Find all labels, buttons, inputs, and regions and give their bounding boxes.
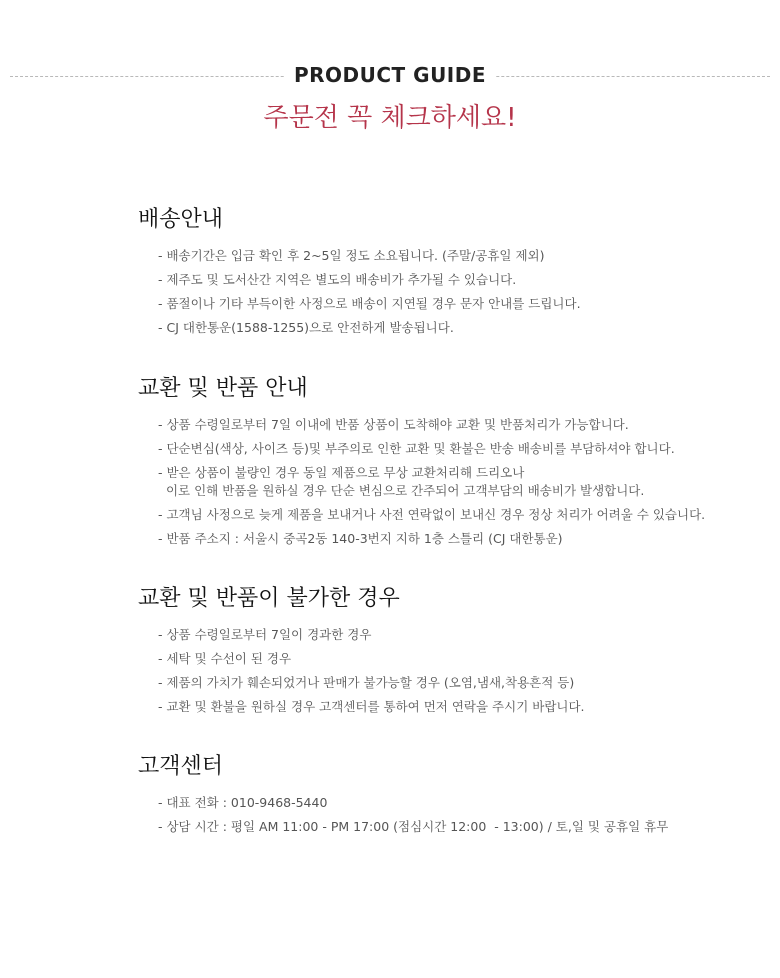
customer-center-list xyxy=(158,794,758,842)
list-item: - 반품 주소지 : 서울시 중곡2동 140-3번지 지하 1층 스틀리 (CJ 대한통운) xyxy=(158,531,563,546)
section-title: 배송안내 xyxy=(138,207,224,232)
section-title: 교환 및 반품이 불가한 경우 xyxy=(138,586,400,611)
customer-center-section xyxy=(138,752,758,834)
list-item: - 품절이나 기타 부득이한 사정으로 배송이 지연될 경우 문자 안내를 드립니다. xyxy=(158,296,581,311)
list-item: - 단순변심(색상, 사이즈 등)및 부주의로 인한 교환 및 환불은 반송 배송비를 부담하셔야 합니다. xyxy=(158,441,675,456)
section-title: 교환 및 반품 안내 xyxy=(138,376,308,401)
list-item: - 상담 시간 : 평일 AM 11:00 - PM 17:00 (점심시간 12:00 - 13:00) / 토,일 및 공휴일 휴무 xyxy=(158,819,669,834)
list-item: - 대표 전화 : 010-9468-5440 xyxy=(158,795,328,810)
list-item: - CJ 대한통운(1588-1255)으로 안전하게 발송됩니다. xyxy=(158,320,454,335)
shipping-section xyxy=(138,205,758,335)
list-item: - 상품 수령일로부터 7일이 경과한 경우 xyxy=(158,627,372,642)
list-item: - 교환 및 환불을 원하실 경우 고객센터를 통하여 먼저 연락을 주시기 바랍니다. xyxy=(158,699,585,714)
list-item: - 배송기간은 입금 확인 후 2~5일 정도 소요됩니다. (주말/공휴일 제외) xyxy=(158,248,545,263)
list-item: - 고객님 사정으로 늦게 제품을 보내거나 사전 연락없이 보내신 경우 정상 처리가 어려울 수 있습니다. xyxy=(158,507,706,522)
guide-subtitle: 주문전 꼭 체크하세요! xyxy=(263,103,517,133)
exchange-return-section xyxy=(138,374,758,546)
shipping-list xyxy=(158,247,758,343)
guide-title xyxy=(0,62,780,88)
list-item: - 제품의 가치가 훼손되었거나 판매가 불가능할 경우 (오염,냄새,착용흔적 등) xyxy=(158,675,575,690)
section-title: 고객센터 xyxy=(138,754,224,779)
list-item: - 상품 수령일로부터 7일 이내에 반품 상품이 도착해야 교환 및 반품처리가 가능합니다. xyxy=(158,417,629,432)
list-item: - 제주도 및 도서산간 지역은 별도의 배송비가 추가될 수 있습니다. xyxy=(158,272,517,287)
list-item: - 세탁 및 수선이 된 경우 xyxy=(158,651,292,666)
list-item: - 받은 상품이 불량인 경우 동일 제품으로 무상 교환처리해 드리오나 이로 인해 반품을 원하실 경우 단순 변심으로 간주되어 고객부담의 배송비가 발생합니다. xyxy=(158,465,645,498)
non-returnable-section xyxy=(138,584,758,714)
guide-title-text: PRODUCT GUIDE xyxy=(284,62,496,88)
non-returnable-list xyxy=(158,626,758,722)
exchange-return-list xyxy=(158,416,758,554)
